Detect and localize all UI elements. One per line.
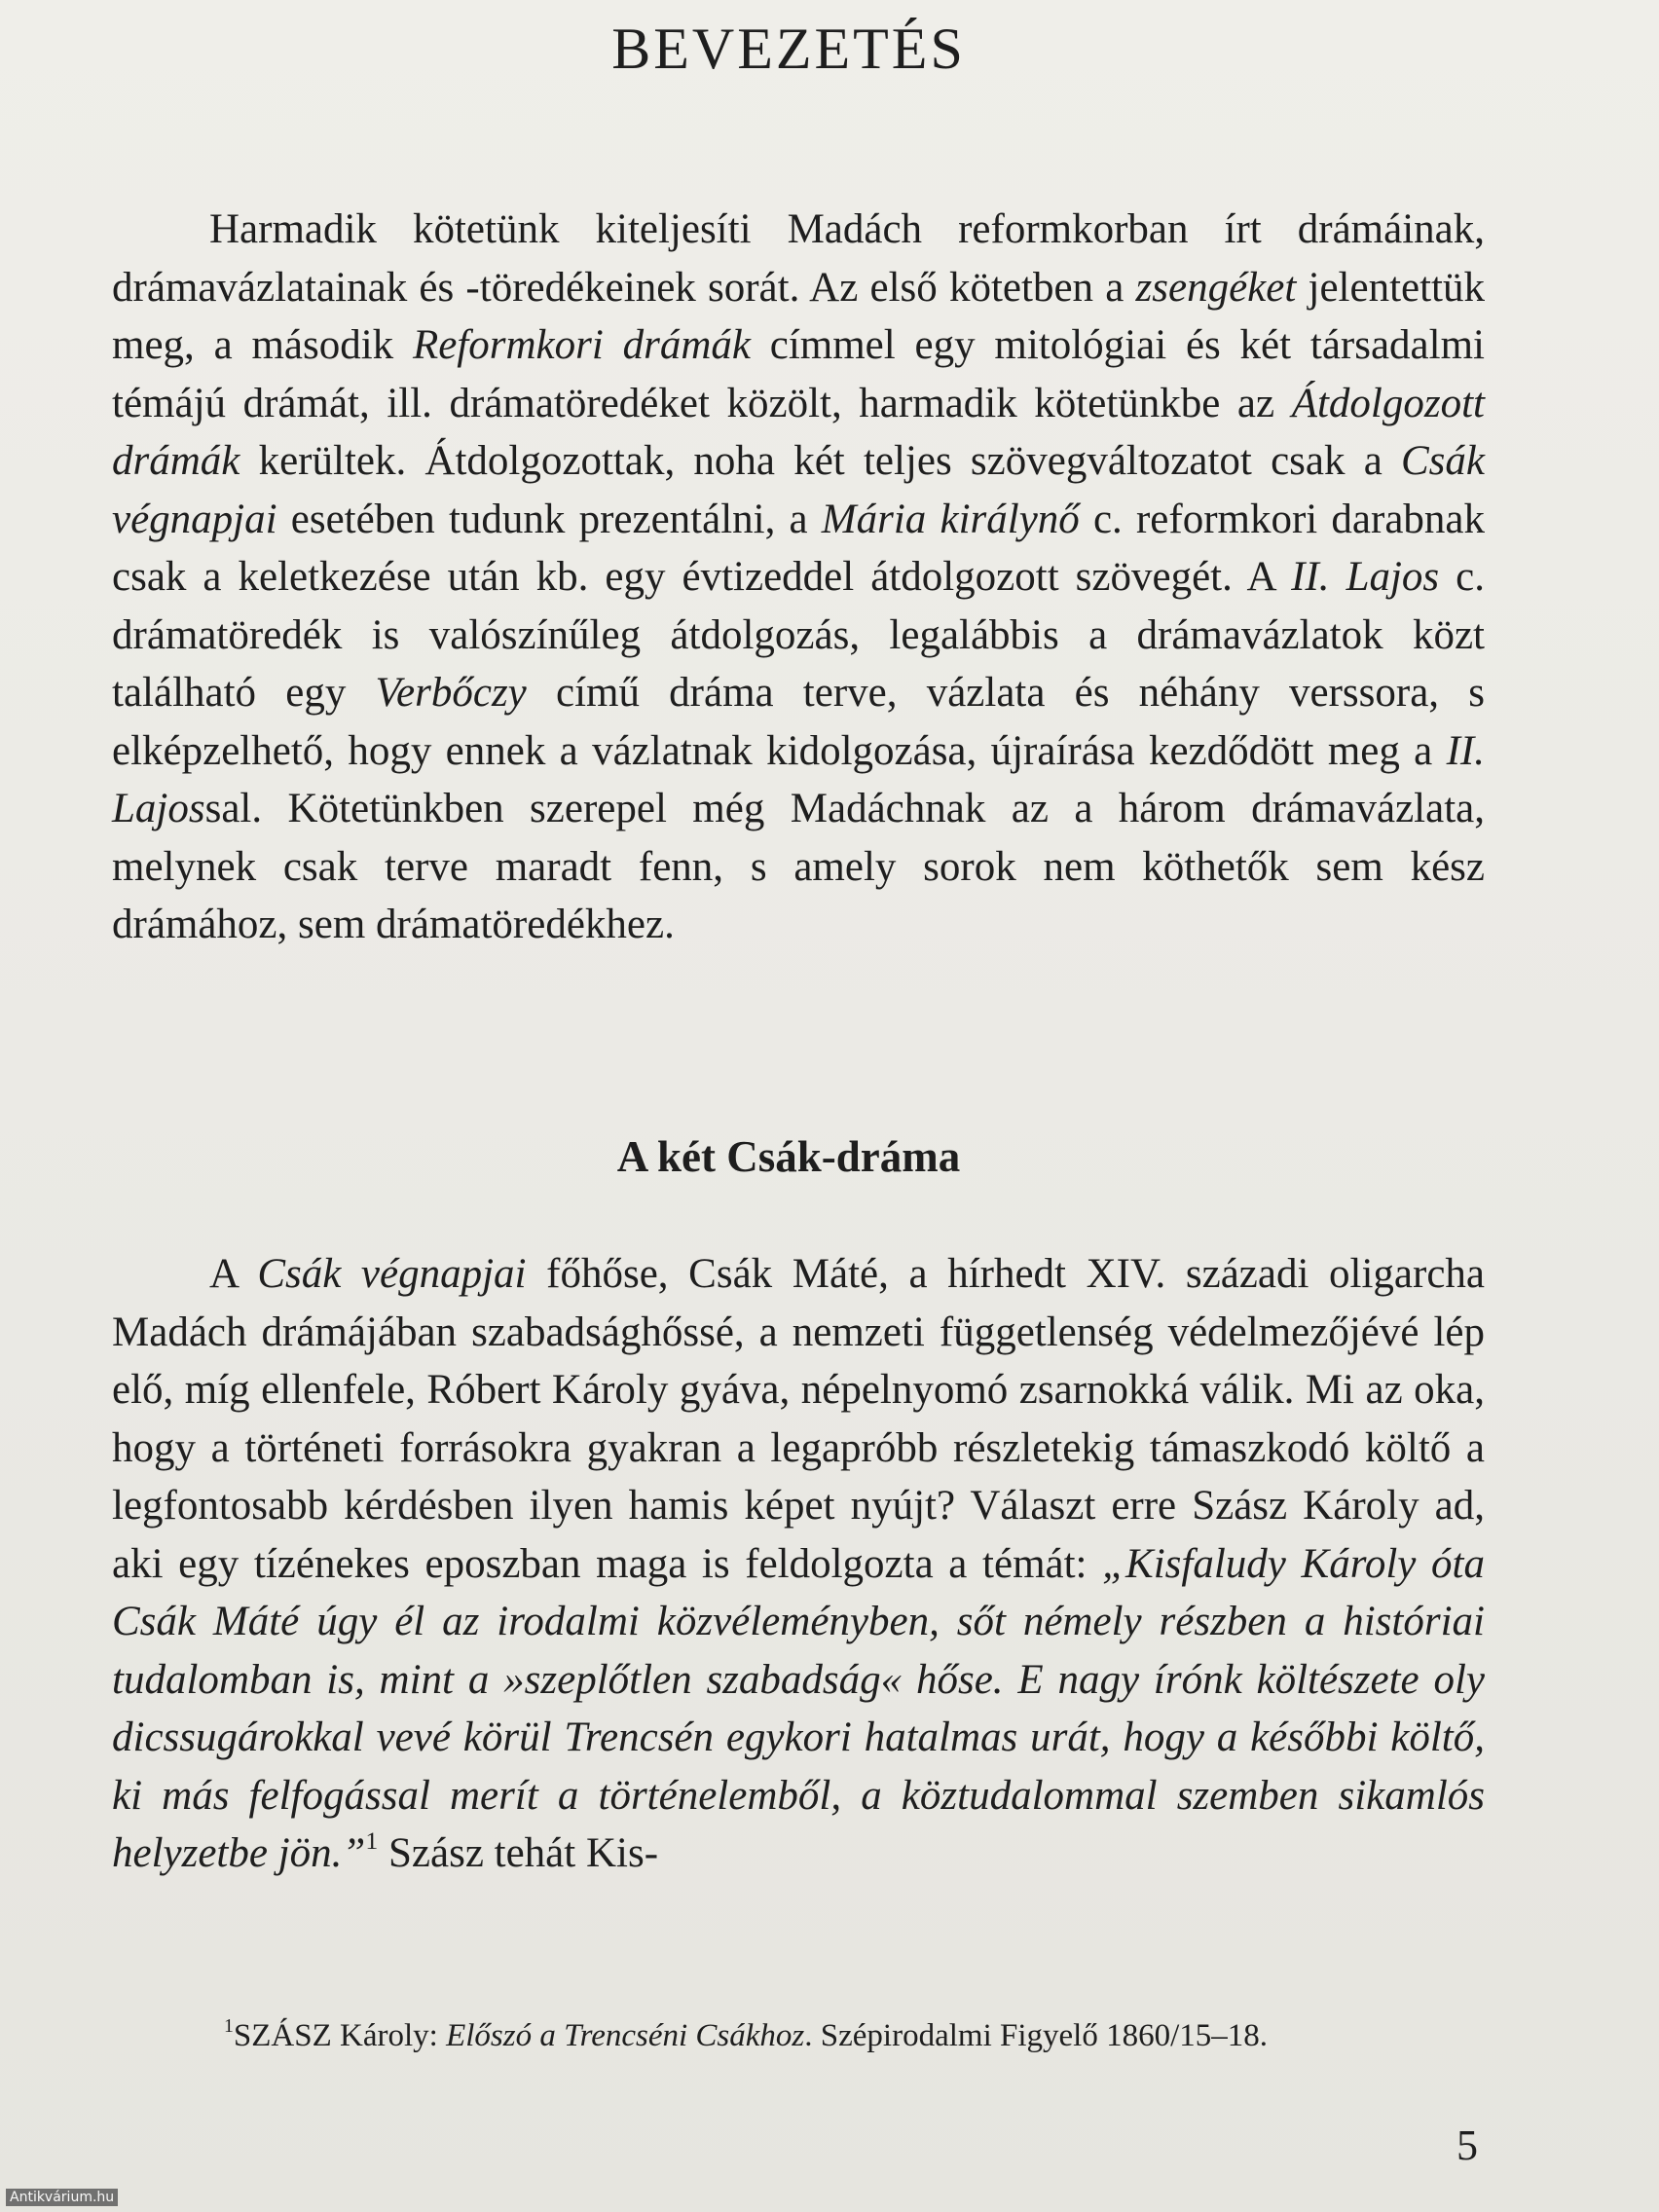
italic-text: II. Lajos [1291,554,1440,600]
italic-text: II. Lajos [112,727,1485,831]
paragraph-text [112,201,1485,954]
italic-text: zsengéket [1135,264,1297,311]
footnote-ref: 1 [365,1826,379,1856]
text-run: SZÁSZ Károly: [233,2018,447,2053]
italic-text: Átdolgozott drámák [112,380,1485,484]
paragraph-text [112,1245,1485,1883]
text-run: főhőse, Csák Máté, a hírhedt XIV. századi oligarcha Madách drámájában szabadsághőssé, a nemzeti függetlenség védelmezőjévé lép elő, míg ellenfele, Róbert Károly gyáva, népelnyomó zsarnokká válik. Mi az oka, hogy a történeti forrásokra gyakran a legapróbb részletekig támaszkodó költő a legfontosabb kérdésben ilyen hamis képet nyújt? Választ erre Szász Károly ad, aki egy tízénekes eposzban maga is feldolgozta a témát: [112,1251,1486,1587]
page-number: 5 [1456,2121,1478,2169]
text-run: c. reformkori darabnak csak a keletkezése után kb. egy évtizeddel átdolgozott szövegét. A [112,496,1485,600]
italic-text: Előszó a Trencséni Csákhoz [446,2018,805,2053]
text-run: jelentettük meg, a második [112,264,1485,368]
italic-text: Reformkori drámák [412,322,751,368]
italic-text: „Kisfaludy Károly óta Csák Máté úgy él az irodalmi közvéleményben, sőt némely részben a históriai tudalomban is, mint a »szeplőtlen szabadság« hőse. E nagy írónk költészete oly dicssugárokkal vevé körül Trencsén egykori hatalmas urát, hogy a későbbi költő, ki más felfogással merít a történelemből, a köztudalommal szemben sikamlós helyzetbe jön.” [112,1540,1485,1876]
text-run: sal. Kötetünkben szerepel még Madáchnak az a három drámavázlata, melynek csak terve maradt fenn, s amely sorok nem köthetők sem kész drámához, sem drámatöredékhez. [112,786,1485,947]
watermark: Antikvárium.hu [6,2189,118,2206]
text-run: Harmadik kötetünk kiteljesíti Madách reformkorban írt drámáinak, drámavázlatainak és -töredékeinek sorát. Az első kötetben a [112,206,1485,311]
intro-paragraph [112,201,1485,954]
chapter-title: BEVEZETÉS [611,17,966,81]
italic-text: Csák végnapjai [112,438,1485,542]
italic-text: Verbőczy [375,670,527,716]
footnote-ref: 1 [224,2015,234,2038]
italic-text: Mária királynő [821,496,1080,542]
csak-paragraph [112,1245,1485,1883]
footnote [224,2015,1519,2054]
text-run: című dráma terve, vázlata és néhány verssora, s elképzelhető, hogy ennek a vázlatnak kidolgozása, újraírása kezdődött meg a [112,670,1485,774]
text-run: Szász tehát Kis- [378,1830,659,1876]
section-heading: A két Csák-dráma [616,1132,961,1181]
text-run: kerültek. Átdolgozottak, noha két teljes szövegváltozatot csak a [240,438,1401,484]
text-run: . Szépirodalmi Figyelő 1860/15–18. [804,2018,1268,2053]
italic-text: Csák végnapjai [257,1251,527,1297]
text-run: esetében tudunk prezentálni, a [276,496,822,542]
text-run: c. drámatöredék is valószínűleg átdolgozás, legalábbis a drámavázlatok közt található egy [112,554,1486,716]
text-run: A [209,1251,258,1297]
text-run: címmel egy mitológiai és két társadalmi témájú drámát, ill. drámatöredéket közölt, harmadik kötetünkbe az [112,322,1485,426]
